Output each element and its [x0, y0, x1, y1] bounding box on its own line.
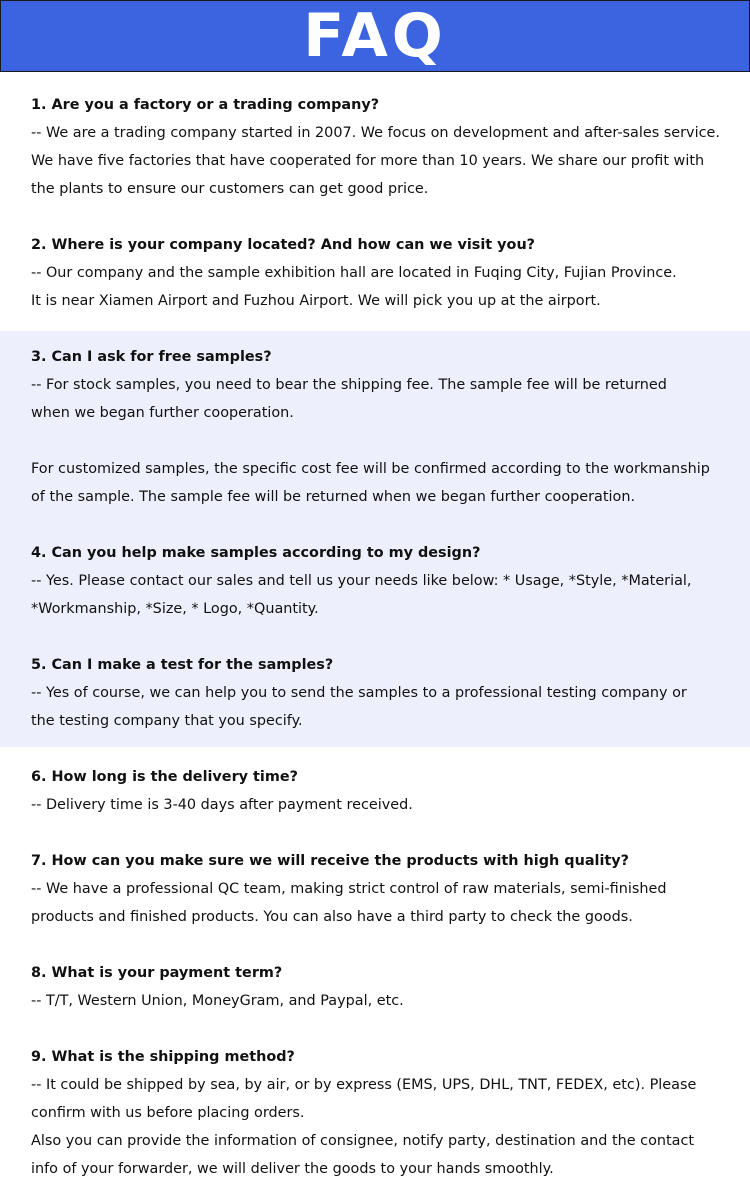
- faq-answer-line: confirm with us before placing orders.: [31, 1105, 305, 1121]
- faq-answer-line: of the sample. The sample fee will be returned when we began further cooperation.: [31, 489, 636, 505]
- faq-question: 5. Can I make a test for the samples?: [31, 657, 334, 673]
- faq-answer-line: *Workmanship, *Size, * Logo, *Quantity.: [31, 601, 319, 617]
- faq-item-spacer: [31, 315, 746, 343]
- faq-answer-line: -- For stock samples, you need to bear the shipping fee. The sample fee will be returned: [31, 377, 667, 393]
- faq-item: [31, 343, 746, 539]
- faq-answer-line: -- Yes. Please contact our sales and tell us your needs like below: * Usage, *Style, *Material,: [31, 573, 692, 589]
- faq-header-banner: [0, 0, 750, 72]
- faq-answer-line: -- Delivery time is 3-40 days after payment received.: [31, 797, 413, 813]
- faq-item: [31, 231, 746, 343]
- faq-answer-line: -- We have a professional QC team, making strict control of raw materials, semi-finished: [31, 881, 667, 897]
- faq-answer-line: We have five factories that have cooperated for more than 10 years. We share our profit with: [31, 153, 705, 169]
- faq-item: [31, 1043, 746, 1183]
- faq-question: 3. Can I ask for free samples?: [31, 349, 272, 365]
- faq-answer-line: products and finished products. You can also have a third party to check the goods.: [31, 909, 633, 925]
- faq-question: 4. Can you help make samples according to my design?: [31, 545, 481, 561]
- faq-item-spacer: [31, 203, 746, 231]
- faq-answer-line: the plants to ensure our customers can get good price.: [31, 181, 429, 197]
- faq-answer-line: -- Our company and the sample exhibition hall are located in Fuqing City, Fujian Province.: [31, 265, 677, 281]
- faq-answer-line: For customized samples, the specific cost fee will be confirmed according to the workmanship: [31, 461, 710, 477]
- faq-answer-line: It is near Xiamen Airport and Fuzhou Airport. We will pick you up at the airport.: [31, 293, 601, 309]
- faq-item-spacer: [31, 931, 746, 959]
- faq-answer-line: the testing company that you specify.: [31, 713, 303, 729]
- faq-item-spacer: [31, 623, 746, 651]
- faq-list: [31, 91, 746, 1183]
- faq-answer-line: Also you can provide the information of consignee, notify party, destination and the contact: [31, 1133, 695, 1149]
- faq-item: [31, 959, 746, 1043]
- faq-answer-line: -- We are a trading company started in 2007. We focus on development and after-sales service.: [31, 125, 720, 141]
- faq-question: 8. What is your payment term?: [31, 965, 283, 981]
- faq-item-spacer: [31, 1015, 746, 1043]
- faq-question: 6. How long is the delivery time?: [31, 769, 298, 785]
- faq-question: 9. What is the shipping method?: [31, 1049, 295, 1065]
- faq-question: 1. Are you a factory or a trading company?: [31, 97, 380, 113]
- faq-item-spacer: [31, 819, 746, 847]
- faq-answer-line: info of your forwarder, we will deliver the goods to your hands smoothly.: [31, 1161, 554, 1177]
- faq-item-spacer: [31, 735, 746, 763]
- faq-item: [31, 651, 746, 763]
- faq-item: [31, 91, 746, 231]
- faq-item: [31, 763, 746, 847]
- page-title: FAQ: [303, 1, 447, 71]
- faq-item: [31, 847, 746, 959]
- faq-item: [31, 539, 746, 651]
- faq-question: 7. How can you make sure we will receive the products with high quality?: [31, 853, 630, 869]
- faq-item-spacer: [31, 511, 746, 539]
- faq-answer-line: -- T/T, Western Union, MoneyGram, and Paypal, etc.: [31, 993, 404, 1009]
- faq-answer-line: when we began further cooperation.: [31, 405, 294, 421]
- faq-answer-line: -- Yes of course, we can help you to send the samples to a professional testing company or: [31, 685, 687, 701]
- faq-answer-spacer: [31, 427, 746, 455]
- faq-question: 2. Where is your company located? And how can we visit you?: [31, 237, 536, 253]
- faq-answer-line: -- It could be shipped by sea, by air, or by express (EMS, UPS, DHL, TNT, FEDEX, etc). Please: [31, 1077, 697, 1093]
